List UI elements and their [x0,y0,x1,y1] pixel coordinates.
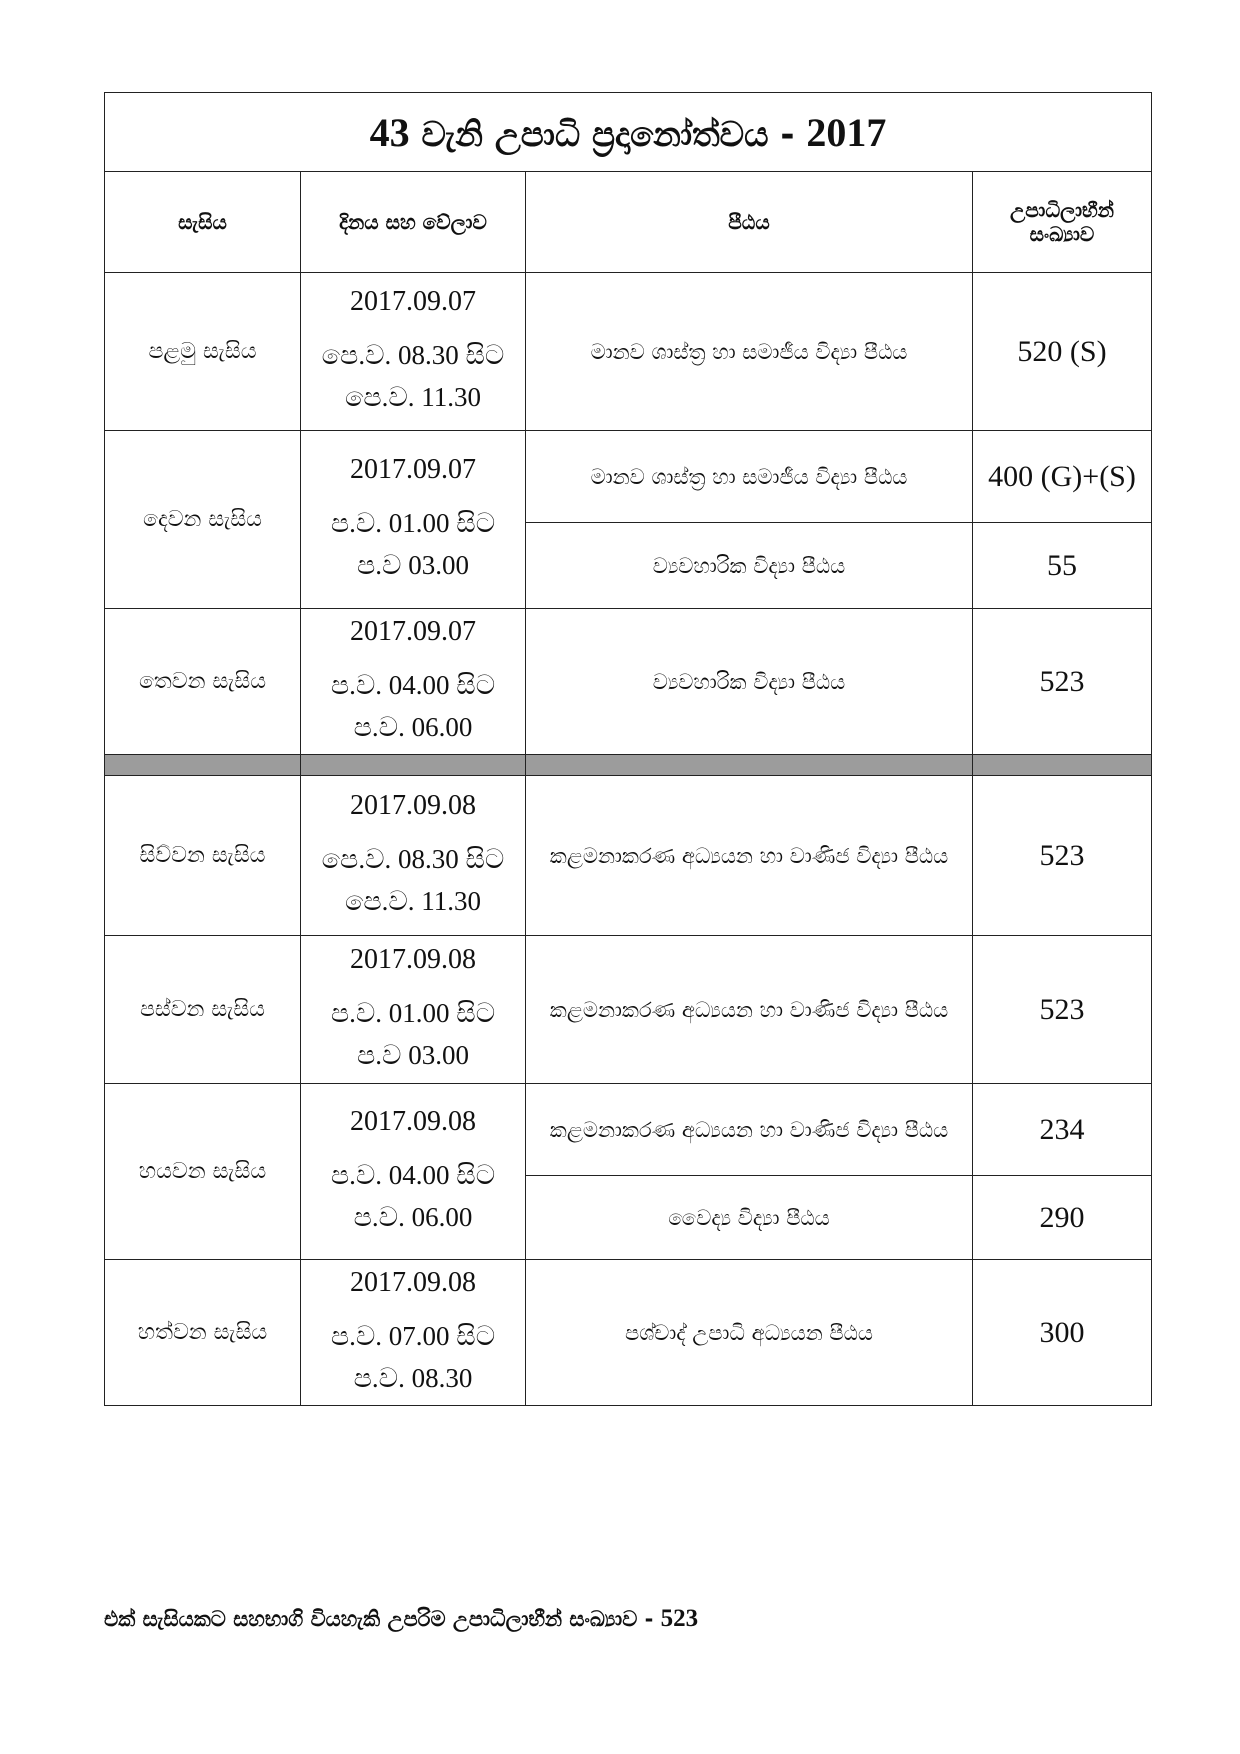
header-row [105,172,1152,273]
header-graduate-count: උපාධිලාභීන් සංඛ්‍යාව [973,172,1152,273]
faculty-cell: කළමනාකරණ අධ්‍යයන හා වාණිජ විද්‍යා පීඨය [526,776,973,936]
session-start-time: ප.ව. 01.00 සිට [330,997,496,1028]
session-start-time: ප.ව. 04.00 සිට [330,669,496,700]
faculty-cell: මානව ශාස්ත්‍ර හා සමාජීය විද්‍යා පීඨය [526,431,973,523]
session-start-time: පෙ.ව. 08.30 සිට [321,339,505,370]
table-row [105,273,1152,431]
title-number: 43 [369,109,410,155]
table-row [105,1260,1152,1406]
date-time-cell [301,1260,526,1406]
session-date: 2017.09.08 [350,1105,476,1137]
session-cell: තෙවන සැසිය [105,609,301,755]
separator-cell [526,755,973,776]
date-time-cell [301,609,526,755]
graduate-count-cell: 523 [973,609,1152,755]
title-text: වැනි උපාධි ප්‍රදානෝත්වය - [409,114,807,155]
session-date: 2017.09.08 [350,1266,476,1298]
graduate-count-cell: 523 [973,776,1152,936]
faculty-cell: මානව ශාස්ත්‍ර හා සමාජීය විද්‍යා පීඨය [526,273,973,431]
date-time-cell [301,776,526,936]
session-cell: දෙවන සැසිය [105,431,301,609]
footer-note-text: එක් සැසියකට සහභාගි වියහැකි උපරිම උපාධිලාභීන් සංඛ්‍යාව - [104,1607,661,1631]
date-time-cell [301,273,526,431]
header-date-time: දිනය සහ වේලාව [301,172,526,273]
session-start-time: ප.ව. 01.00 සිට [330,507,496,538]
faculty-cell: ව්‍යවහාරික විද්‍යා පීඨය [526,609,973,755]
session-date: 2017.09.07 [350,453,476,485]
graduate-count-cell: 290 [973,1176,1152,1260]
graduate-count-cell: 520 (S) [973,273,1152,431]
faculty-cell: පශ්චාද් උපාධි අධ්‍යයන පීඨය [526,1260,973,1406]
footer-note-number: 523 [660,1605,699,1632]
faculty-cell: කළමනාකරණ අධ්‍යයන හා වාණිජ විද්‍යා පීඨය [526,936,973,1084]
date-time-cell [301,1084,526,1260]
session-cell: පස්වන සැසිය [105,936,301,1084]
faculty-cell: කළමනාකරණ අධ්‍යයන හා වාණිජ විද්‍යා පීඨය [526,1084,973,1176]
graduate-count-cell: 523 [973,936,1152,1084]
separator-cell [973,755,1152,776]
session-end-time: පෙ.ව. 11.30 [344,885,482,916]
session-end-time: පෙ.ව. 11.30 [344,381,482,412]
table-row [105,609,1152,755]
table-row [105,776,1152,936]
session-start-time: පෙ.ව. 08.30 සිට [321,843,505,874]
session-end-time: ප.ව 03.00 [357,1039,469,1070]
session-date: 2017.09.08 [350,943,476,975]
session-end-time: ප.ව. 08.30 [353,1362,473,1393]
table-title [105,93,1152,172]
date-time-cell [301,936,526,1084]
graduate-count-cell: 234 [973,1084,1152,1176]
session-date: 2017.09.07 [350,615,476,647]
session-start-time: ප.ව. 07.00 සිට [330,1320,496,1351]
separator-cell [301,755,526,776]
session-end-time: ප.ව. 06.00 [353,1201,473,1232]
session-end-time: ප.ව. 06.00 [353,711,473,742]
graduate-count-cell: 300 [973,1260,1152,1406]
session-date: 2017.09.07 [350,285,476,317]
session-cell: පළමු සැසිය [105,273,301,431]
header-faculty: පීඨය [526,172,973,273]
table-row [105,936,1152,1084]
date-time-cell [301,431,526,609]
session-end-time: ප.ව 03.00 [357,549,469,580]
day-separator-row [105,755,1152,776]
footer-note [104,1605,698,1633]
title-year: 2017 [806,109,887,155]
separator-cell [105,755,301,776]
session-cell: සිව්වන සැසිය [105,776,301,936]
table-row [105,1084,1152,1176]
table-row [105,431,1152,523]
session-date: 2017.09.08 [350,789,476,821]
faculty-cell: වෛද්‍ය විද්‍යා පීඨය [526,1176,973,1260]
session-start-time: ප.ව. 04.00 සිට [330,1159,496,1190]
session-cell: හත්වන සැසිය [105,1260,301,1406]
graduate-count-cell: 55 [973,523,1152,609]
header-session: සැසිය [105,172,301,273]
session-cell: හයවන සැසිය [105,1084,301,1260]
faculty-cell: ව්‍යවහාරික විද්‍යා පීඨය [526,523,973,609]
graduate-count-cell: 400 (G)+(S) [973,431,1152,523]
convocation-schedule-table [104,92,1152,1406]
